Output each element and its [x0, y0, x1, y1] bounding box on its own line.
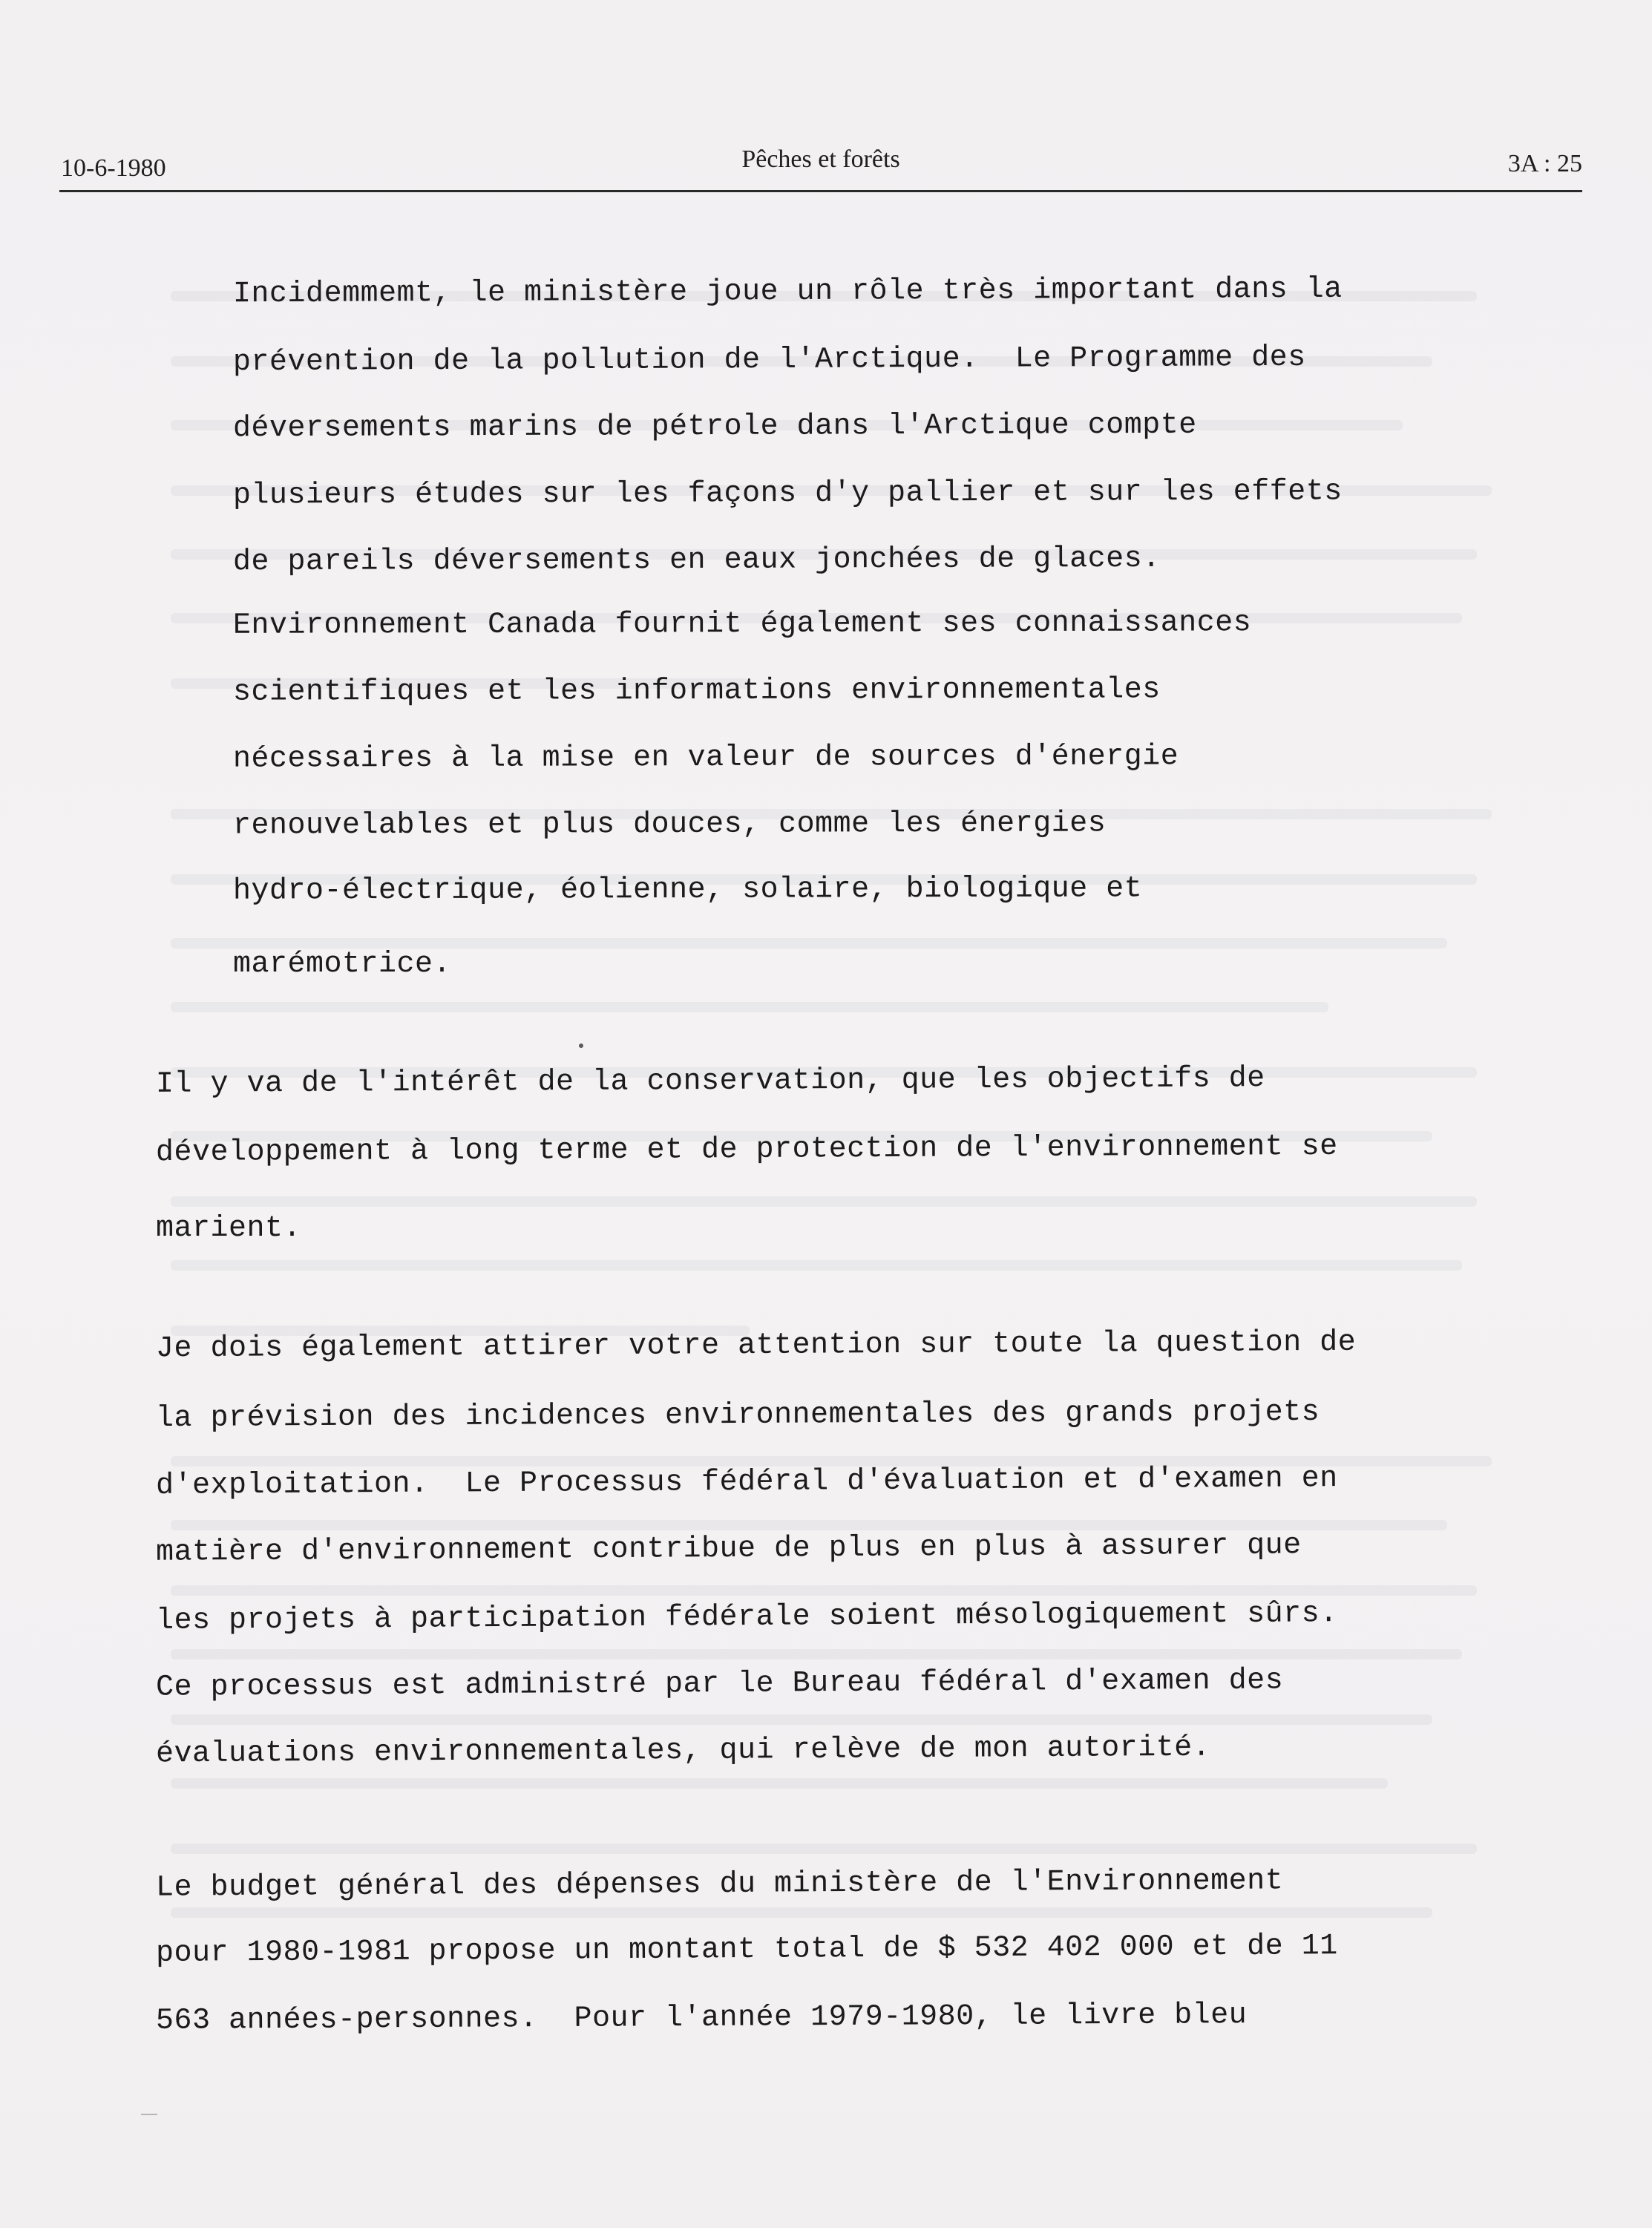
text-line: Je dois également attirer votre attention sur toute la question de — [155, 1326, 1357, 1366]
text-line: renouvelables et plus douces, comme les énergies — [232, 807, 1107, 843]
header-page-number: 3A : 25 — [1507, 150, 1582, 177]
text-line: Incidemmemt, le ministère joue un rôle très important dans la — [232, 272, 1343, 312]
text-line: d'exploitation. Le Processus fédéral d'évaluation et d'examen en — [155, 1462, 1338, 1503]
text-line: Il y va de l'intérêt de la conservation, que les objectifs de — [155, 1062, 1265, 1101]
text-line: pour 1980-1981 propose un montant total de $ 532 402 000 et de 11 — [155, 1930, 1338, 1970]
text-line: Ce processus est administré par le Bureau fédéral d'examen des — [155, 1664, 1284, 1705]
text-line: les projets à participation fédérale soient mésologiquement sûrs. — [155, 1597, 1338, 1638]
header-title: Pêches et forêts — [741, 145, 900, 173]
text-line: déversements marins de pétrole dans l'Arctique compte — [232, 408, 1197, 446]
text-line: évaluations environnementales, qui relève de mon autorité. — [155, 1731, 1211, 1772]
text-line: la prévision des incidences environnementales des grands projets — [155, 1395, 1320, 1436]
text-line: plusieurs études sur les façons d'y pallier et sur les effets — [232, 475, 1343, 513]
text-line: marient. — [156, 1212, 302, 1245]
text-line: Le budget général des dépenses du ministère de l'Environnement — [155, 1864, 1284, 1905]
text-line: de pareils déversements en eaux jonchées de glaces. — [232, 542, 1161, 580]
text-line: hydro-électrique, éolienne, solaire, biologique et — [232, 872, 1143, 908]
text-line: développement à long terme et de protection de l'environnement se — [155, 1130, 1338, 1170]
text-line: Environnement Canada fournit également ses connaissances — [232, 606, 1252, 643]
text-line: matière d'environnement contribue de plus en plus à assurer que — [155, 1529, 1302, 1570]
text-line: scientifiques et les informations environnementales — [232, 673, 1161, 710]
text-line: 563 années-personnes. Pour l'année 1979-1980, le livre bleu — [155, 1999, 1248, 2038]
text-line: nécessaires à la mise en valeur de sources d'énergie — [232, 740, 1179, 776]
header-date: 10-6-1980 — [61, 154, 166, 182]
margin-mark — [141, 2114, 157, 2115]
text-line: prévention de la pollution de l'Arctique. Le Programme des — [232, 341, 1306, 380]
text-line: marémotrice. — [233, 948, 452, 981]
ink-speck — [579, 1043, 583, 1048]
